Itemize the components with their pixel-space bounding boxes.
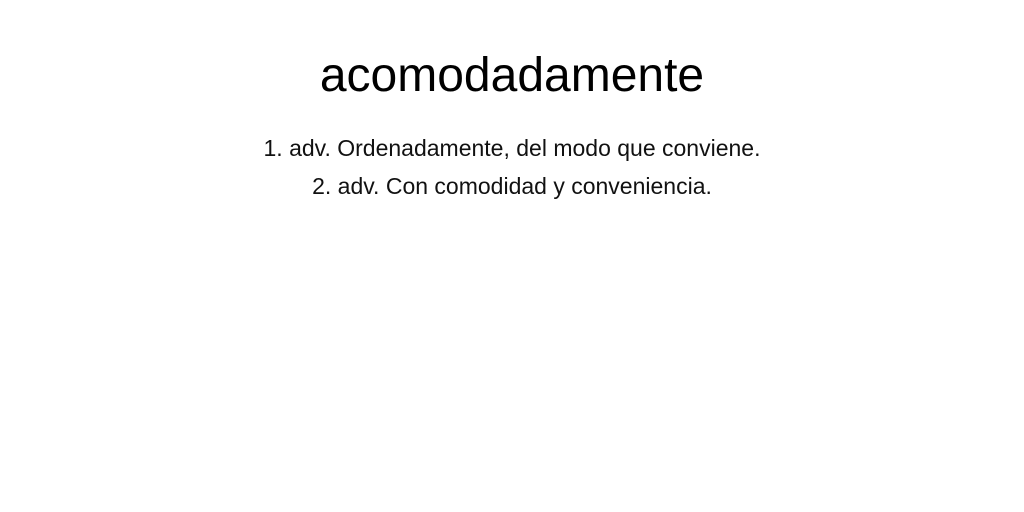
entry-headword: acomodadamente [319, 49, 705, 102]
definition-2: 2. adv. Con comodidad y conveniencia. [312, 173, 712, 199]
definition-1: 1. adv. Ordenadamente, del modo que conviene. [263, 135, 761, 161]
definitions-list [0, 129, 1024, 205]
